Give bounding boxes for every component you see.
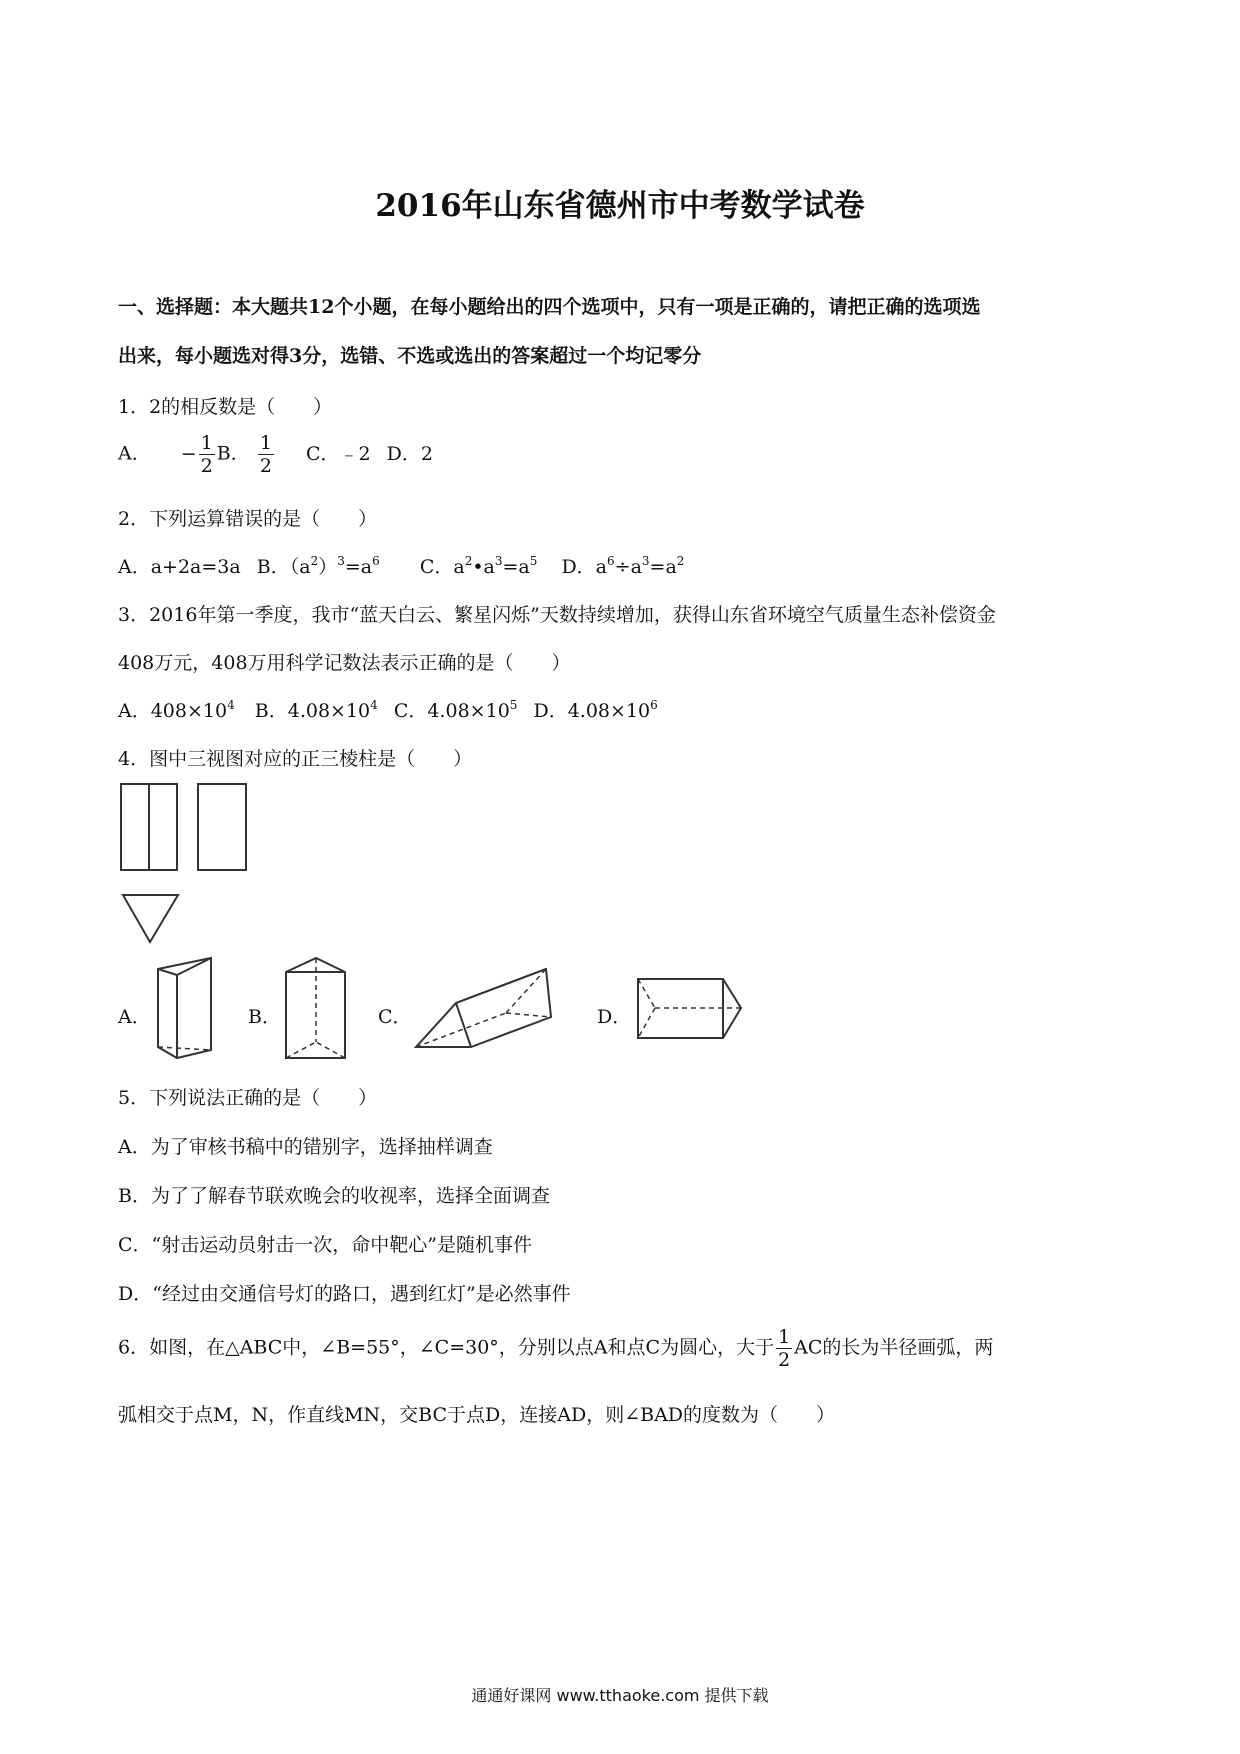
q4-option-a-label: A．: [118, 1006, 151, 1028]
q5-option-b: B．为了了解春节联欢晚会的收视率，选择全面调查: [118, 1185, 550, 1207]
question-3-options: [118, 696, 658, 723]
page-title: 2016年山东省德州市中考数学试卷: [375, 188, 865, 224]
q2-option-c: C．$a^2•a^3=a^5$: [419, 554, 538, 578]
q2-option-b: B．$(a^2)^3=a^6$: [256, 554, 380, 578]
q4-option-d-prism: [635, 975, 745, 1045]
q1-option-a-label: A．: [118, 442, 151, 465]
question-3-line1: 3．2016年第一季度，我市“蓝天白云、繁星闪烁”天数持续增加，获得山东省环境空气质量生态补偿资金: [118, 604, 996, 626]
section-heading-line2: 出来，每小题选对得3分，选错、不选或选出的答案超过一个均记零分: [118, 345, 702, 367]
question-6-line2: 弧相交于点M，N，作直线MN，交BC于点D，连接AD，则∠BAD的度数为（ ）: [118, 1404, 836, 1426]
q5-option-d: D．“经过由交通信号灯的路口，遇到红灯”是必然事件: [118, 1283, 571, 1305]
top-view: [123, 895, 178, 942]
q4-option-d-label: D．: [597, 1006, 632, 1028]
q3-option-d: D．$4.08\times 10^6$: [533, 698, 658, 722]
question-2-options: [118, 552, 684, 579]
q4-option-c-label: C．: [378, 1006, 412, 1028]
question-1-stem: 1．2的相反数是（ ）: [118, 396, 333, 418]
section-heading-line1: 一、选择题：本大题共12个小题，在每小题给出的四个选项中，只有一项是正确的，请把正确的选项选: [118, 296, 981, 318]
q4-option-b-label: B．: [248, 1006, 281, 1028]
question-2-stem: 2．下列运算错误的是（ ）: [118, 508, 378, 530]
q4-option-b-prism: [283, 955, 351, 1067]
question-4-stem: 4．图中三视图对应的正三棱柱是（ ）: [118, 748, 473, 770]
q2-option-d: D．$a^6\div a^3=a^2$: [561, 554, 685, 578]
q2-option-a: A．a+2a=3a: [118, 556, 241, 578]
q1-option-a-fraction: $\frac{1}{2}$: [200, 432, 213, 477]
q5-option-c: C．“射击运动员射击一次，命中靶心”是随机事件: [118, 1234, 532, 1256]
q1-option-a-sign: −: [180, 442, 197, 465]
q5-option-a: A．为了审核书稿中的错别字，选择抽样调查: [118, 1136, 493, 1158]
q1-option-d: D．2: [386, 442, 433, 465]
question-5-stem: 5．下列说法正确的是（ ）: [118, 1087, 378, 1109]
question-1-options: [118, 432, 433, 477]
footer-source: 通通好课网 www.tthaoke.com 提供下载: [471, 1686, 769, 1705]
side-view: [198, 784, 246, 870]
q4-option-a-prism: [155, 955, 225, 1065]
q1-option-b-label: B．: [216, 442, 250, 465]
q4-option-c-prism: [413, 965, 555, 1055]
q3-option-c: C．$4.08\times 10^5$: [393, 698, 518, 722]
question-6-line1: 6．如图，在△ABC中，∠B=55°，∠C=30°，分别以点A和点C为圆心，大于 $\frac{1}{2}$ AC的长为半径画弧，两: [118, 1326, 994, 1371]
q1-option-c: C．﹣2: [305, 442, 371, 465]
question-3-line2: 408万元，408万用科学记数法表示正确的是（ ）: [118, 652, 571, 674]
q6-fraction: $\frac{1}{2}$: [778, 1326, 791, 1371]
three-view-figure: [118, 780, 258, 948]
q3-option-b: B．$4.08\times 10^4$: [254, 698, 378, 722]
q1-option-b-fraction: $\frac{1}{2}$: [259, 432, 272, 477]
q3-option-a: A．$408\times 10^4$: [118, 698, 235, 722]
